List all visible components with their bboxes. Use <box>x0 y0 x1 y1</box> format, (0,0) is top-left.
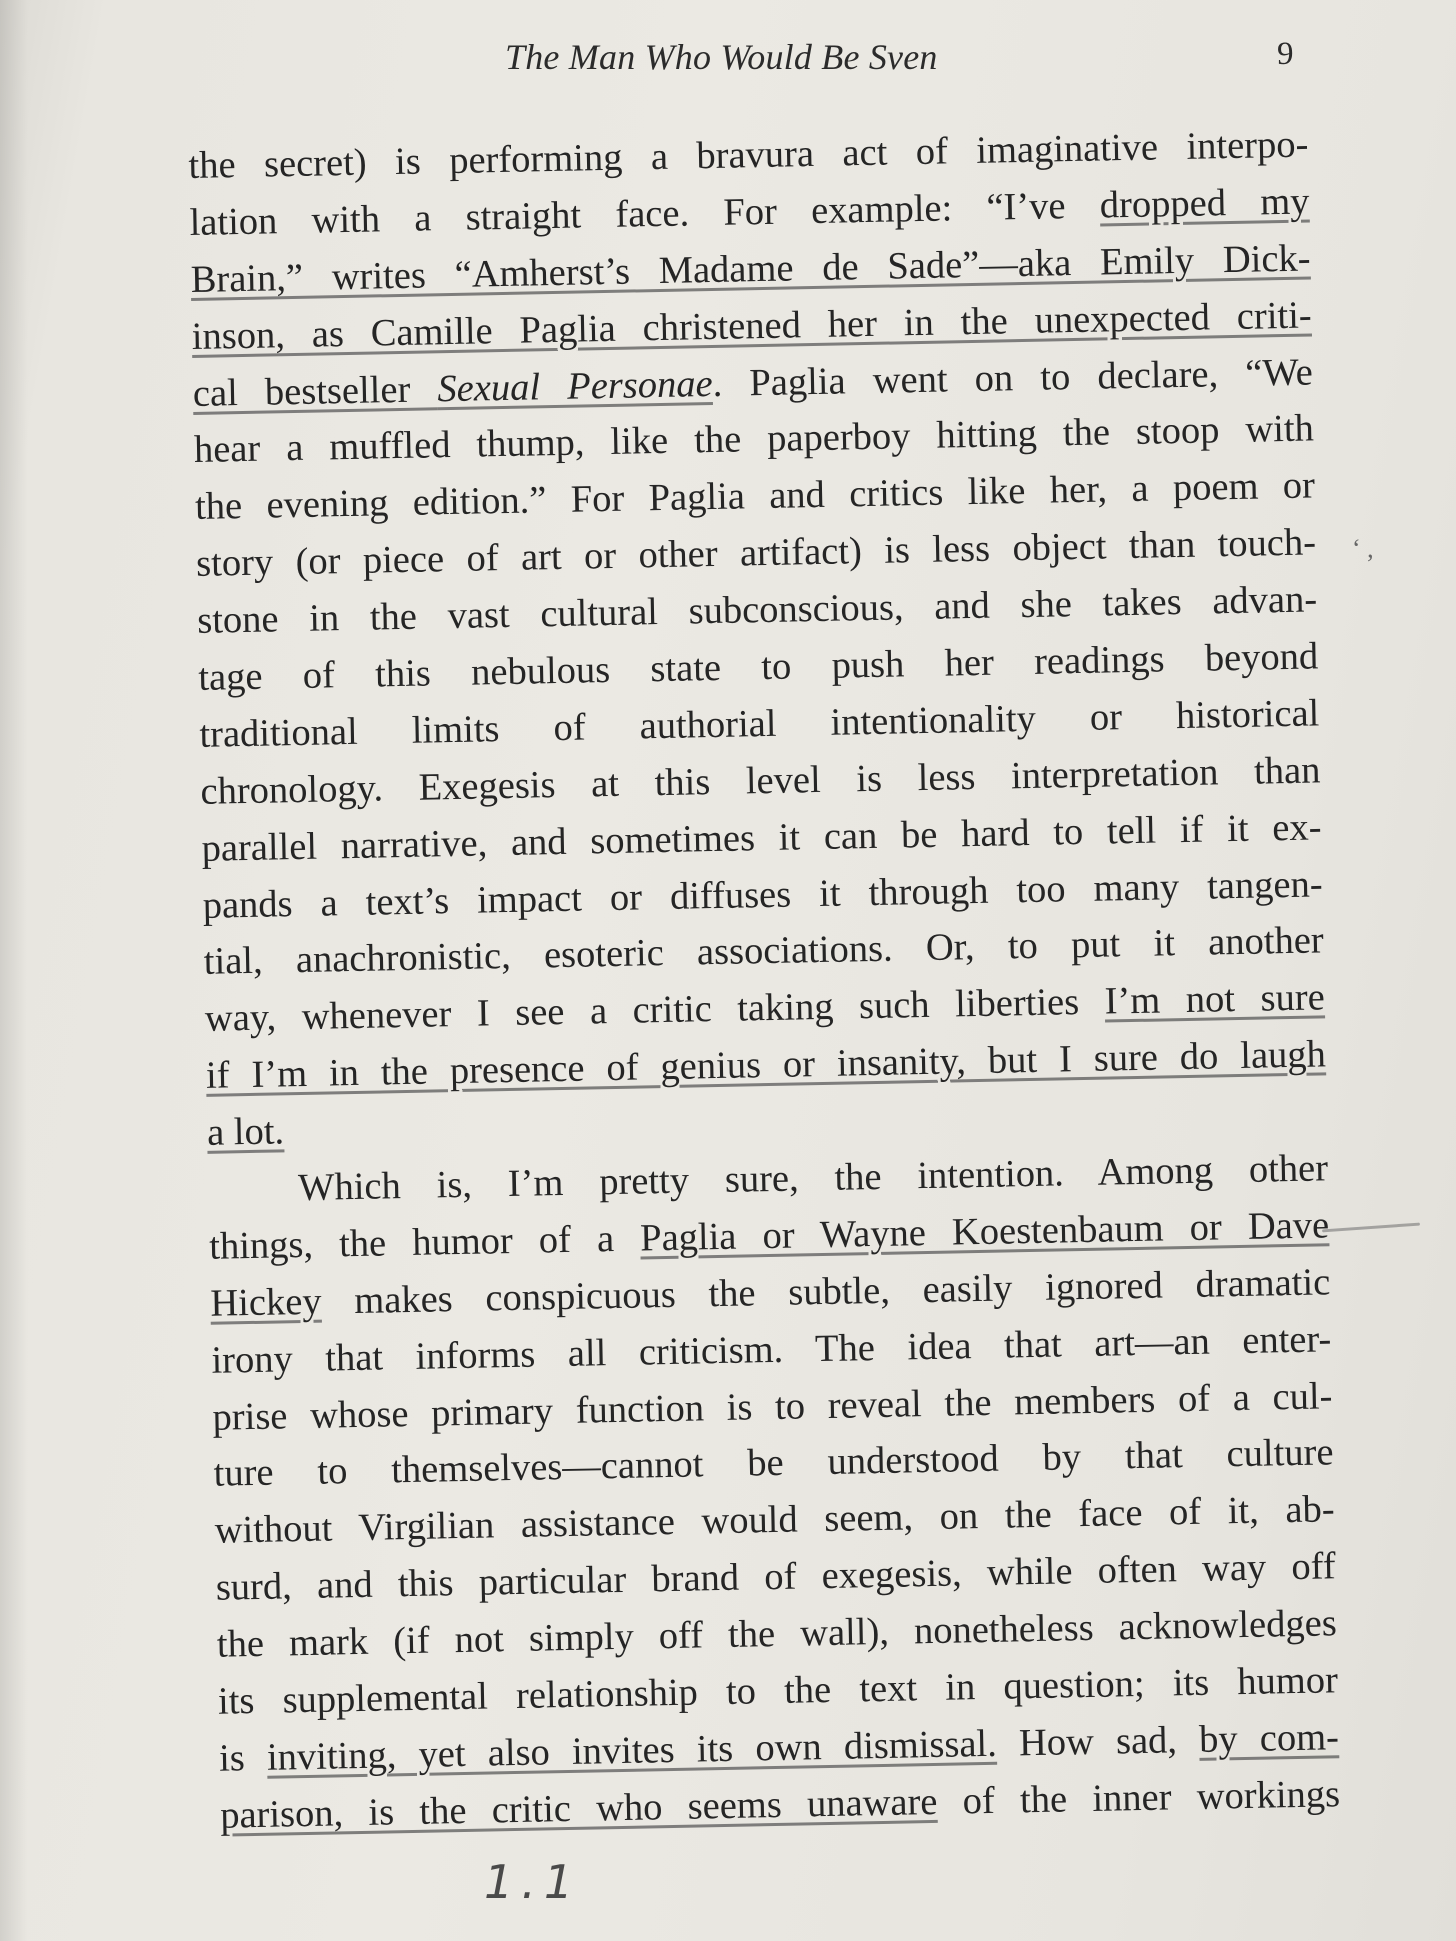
text-segment: tial, anachronistic, esoteric associations. Or, to put it another <box>203 919 1325 984</box>
text-segment: of the inner workings <box>936 1773 1341 1823</box>
text-segment: parallel narrative, and sometimes it can be hard to tell if it ex- <box>201 806 1322 870</box>
pencil-underlined-text: inviting, yet also invites its own dismissal. <box>266 1722 998 1779</box>
margin-dash-mark <box>1322 1223 1420 1233</box>
text-segment: tage of this nebulous state to push her readings beyond <box>197 635 1319 699</box>
text-segment: How sad, <box>996 1718 1200 1765</box>
pencil-underlined-text: dropped my <box>1099 180 1310 227</box>
pencil-underlined-text: Sexual Personae <box>437 362 713 410</box>
text-segment: stone in the vast cultural subconscious, and she takes advan- <box>196 578 1318 643</box>
text-segment: without Virgilian assistance would seem, on the face of it, ab- <box>214 1488 1335 1553</box>
text-segment: the evening edition.” For Paglia and critics like her, a poem or <box>194 464 1316 529</box>
text-segment: chronology. Exegesis at this level is less interpretation than <box>200 749 1321 813</box>
handwritten-note: 1.1 <box>484 1855 582 1909</box>
text-segment: traditional limits of authorial intentionality or historical <box>199 692 1320 756</box>
text-segment: ture to themselves—cannot be understood by that culture <box>213 1431 1334 1496</box>
margin-tick-mark: ‘ , <box>1352 534 1374 563</box>
pencil-underlined-text: a lot. <box>206 1110 285 1154</box>
pencil-underlined-text: Hickey <box>209 1280 322 1325</box>
pencil-underlined-text: I’m not sure <box>1104 976 1326 1023</box>
pencil-underlined-text: by com- <box>1198 1716 1340 1761</box>
text-segment: irony that informs all criticism. The idea that art—an enter- <box>211 1317 1332 1382</box>
text-segment: things, the humor of a <box>208 1217 641 1268</box>
gutter-shadow <box>0 0 28 1941</box>
page-number: 9 <box>1277 36 1294 72</box>
pencil-underlined-text: cal bestseller <box>192 367 438 415</box>
pencil-underlined-text: Brain,” writes “Amherst’s Madame de Sade”—aka Emily Dick- <box>190 237 1311 301</box>
pencil-underlined-text: inson, as Camille Paglia christened her in the unexpected criti- <box>191 294 1313 358</box>
text-segment: the secret) is performing a bravura act of imaginative interpo- <box>188 123 1309 187</box>
text-segment: prise whose primary function is to reveal the members of a cul- <box>212 1374 1333 1439</box>
pencil-underlined-text: parison, is the critic who seems unaware <box>219 1780 938 1837</box>
running-head: The Man Who Would Be Sven <box>505 37 938 77</box>
text-segment: story (or piece of art or other artifact) is less object than touch- <box>195 521 1317 586</box>
text-segment: the mark (if not simply off the wall), nonetheless acknowledges <box>216 1602 1338 1666</box>
text-segment: pands a text’s impact or diffuses it through too many tangen- <box>202 862 1323 927</box>
pencil-underlined-text: Paglia or Wayne Koestenbaum or Dave <box>639 1204 1330 1260</box>
text-segment: Which is, I’m pretty sure, the intention. Among other <box>297 1147 1329 1210</box>
page-header <box>0 36 1456 86</box>
text-segment: surd, and this particular brand of exegesis, while often way off <box>215 1545 1337 1609</box>
text-segment: its supplemental relationship to the text in question; its humor <box>217 1659 1339 1723</box>
text-segment: way, whenever I see a critic taking such liberties <box>204 980 1106 1041</box>
text-segment: hear a muffled thump, like the paperboy hitting the stoop with <box>193 407 1315 472</box>
text-segment: is <box>218 1736 268 1780</box>
text-segment: lation with a straight face. For example: “I’ve <box>189 184 1101 244</box>
body-text <box>188 116 1341 1844</box>
pencil-underlined-text: if I’m in the presence of genius or insanity, but I sure do laugh <box>205 1033 1327 1098</box>
text-segment: makes conspicuous the subtle, easily ignored dramatic <box>321 1261 1331 1323</box>
text-segment: . Paglia went on to declare, “We <box>712 351 1314 405</box>
